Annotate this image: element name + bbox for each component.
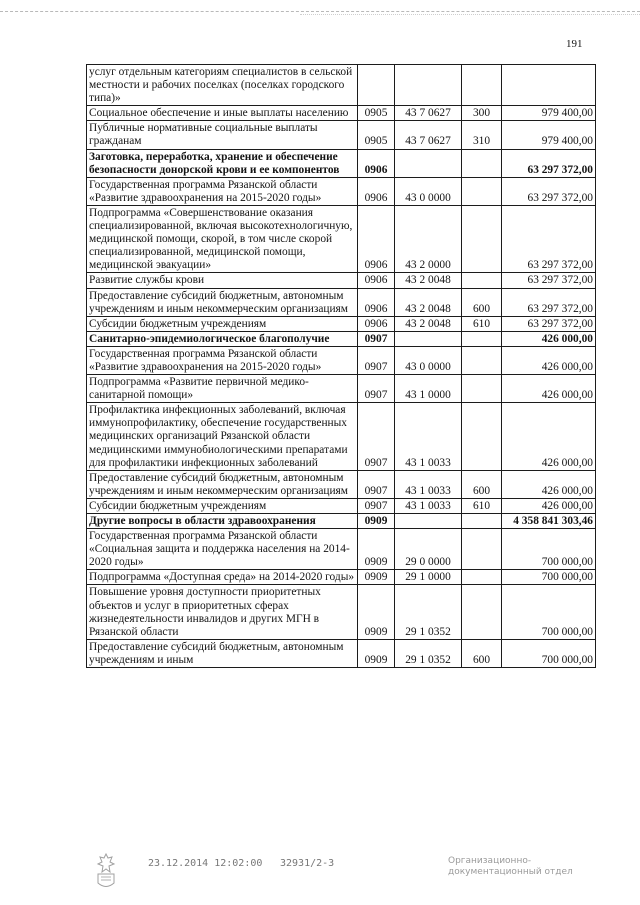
amount: 63 297 372,00 <box>502 177 596 205</box>
table-row <box>87 570 596 585</box>
table-row <box>87 498 596 513</box>
section-code: 0909 <box>358 639 395 667</box>
row-name: Подпрограмма «Развитие первичной медико-санитарной помощи» <box>87 375 358 403</box>
table-row <box>87 403 596 470</box>
expense-type-code: 600 <box>462 470 502 498</box>
section-code: 0905 <box>358 121 395 149</box>
department-stamp <box>448 856 573 878</box>
table-row <box>87 121 596 149</box>
scan-top-edge-dots <box>300 14 640 15</box>
amount: 700 000,00 <box>502 570 596 585</box>
section-code: 0907 <box>358 346 395 374</box>
section-code: 0906 <box>358 205 395 272</box>
target-article-code: 43 0 0000 <box>395 177 462 205</box>
amount: 700 000,00 <box>502 585 596 639</box>
expense-type-code <box>462 585 502 639</box>
section-code: 0909 <box>358 514 395 529</box>
table-row <box>87 205 596 272</box>
expense-type-code <box>462 273 502 288</box>
table-row <box>87 585 596 639</box>
table-row <box>87 639 596 667</box>
row-name: Подпрограмма «Доступная среда» на 2014-2020 годы» <box>87 570 358 585</box>
expense-type-code <box>462 177 502 205</box>
section-code: 0906 <box>358 288 395 316</box>
row-name: Государственная программа Рязанской области «Развитие здравоохранения на 2015-2020 годы» <box>87 177 358 205</box>
page-footer <box>0 852 640 902</box>
amount: 63 297 372,00 <box>502 288 596 316</box>
target-article-code: 43 1 0033 <box>395 470 462 498</box>
section-code: 0905 <box>358 106 395 121</box>
target-article-code: 29 0 0000 <box>395 529 462 570</box>
row-name: Заготовка, переработка, хранение и обеспечение безопасности донорской крови и ее компонентов <box>87 149 358 177</box>
expense-type-code: 610 <box>462 498 502 513</box>
section-code: 0907 <box>358 375 395 403</box>
expense-type-code: 300 <box>462 106 502 121</box>
registration-number: 32931/2-3 <box>280 858 335 869</box>
amount: 426 000,00 <box>502 346 596 374</box>
row-name: услуг отдельным категориям специалистов в сельской местности и рабочих поселках (поселках городского типа)» <box>87 65 358 106</box>
row-name: Публичные нормативные социальные выплаты гражданам <box>87 121 358 149</box>
expense-type-code <box>462 529 502 570</box>
department-line-1: Организационно- <box>448 856 532 866</box>
table-row <box>87 346 596 374</box>
target-article-code: 43 2 0048 <box>395 288 462 316</box>
row-name: Предоставление субсидий бюджетным, автономным учреждениям и иным <box>87 639 358 667</box>
coat-of-arms-icon <box>92 852 120 892</box>
amount: 63 297 372,00 <box>502 273 596 288</box>
expense-type-code <box>462 205 502 272</box>
table-row <box>87 177 596 205</box>
target-article-code <box>395 149 462 177</box>
page-number: 191 <box>566 38 583 50</box>
registration-datetime: 23.12.2014 12:02:00 <box>148 858 263 869</box>
scan-top-edge <box>0 11 640 12</box>
section-code: 0906 <box>358 177 395 205</box>
expense-type-code: 610 <box>462 316 502 331</box>
table-row <box>87 273 596 288</box>
target-article-code <box>395 65 462 106</box>
target-article-code: 29 1 0352 <box>395 639 462 667</box>
row-name: Развитие службы крови <box>87 273 358 288</box>
table-row <box>87 65 596 106</box>
amount: 426 000,00 <box>502 470 596 498</box>
target-article-code <box>395 331 462 346</box>
expense-type-code <box>462 375 502 403</box>
target-article-code: 43 1 0033 <box>395 498 462 513</box>
table-row <box>87 514 596 529</box>
amount <box>502 65 596 106</box>
table-row <box>87 288 596 316</box>
expense-type-code <box>462 149 502 177</box>
target-article-code <box>395 514 462 529</box>
section-code <box>358 65 395 106</box>
target-article-code: 43 2 0048 <box>395 273 462 288</box>
expense-type-code <box>462 514 502 529</box>
table-row <box>87 375 596 403</box>
department-line-2: документационный отдел <box>448 867 573 877</box>
budget-table-body <box>87 65 596 668</box>
section-code: 0907 <box>358 498 395 513</box>
expense-type-code <box>462 331 502 346</box>
section-code: 0909 <box>358 570 395 585</box>
table-row <box>87 149 596 177</box>
amount: 4 358 841 303,46 <box>502 514 596 529</box>
row-name: Государственная программа Рязанской области «Социальная защита и поддержка населения на 2014-2020 годы» <box>87 529 358 570</box>
target-article-code: 43 2 0000 <box>395 205 462 272</box>
expense-type-code: 310 <box>462 121 502 149</box>
target-article-code: 43 2 0048 <box>395 316 462 331</box>
target-article-code: 43 0 0000 <box>395 346 462 374</box>
amount: 700 000,00 <box>502 529 596 570</box>
target-article-code: 43 1 0000 <box>395 375 462 403</box>
row-name: Санитарно-эпидемиологическое благополучие <box>87 331 358 346</box>
expense-type-code <box>462 346 502 374</box>
budget-table <box>86 64 596 668</box>
amount: 63 297 372,00 <box>502 149 596 177</box>
amount: 979 400,00 <box>502 121 596 149</box>
table-row <box>87 316 596 331</box>
amount: 700 000,00 <box>502 639 596 667</box>
target-article-code: 43 7 0627 <box>395 106 462 121</box>
target-article-code: 29 1 0000 <box>395 570 462 585</box>
amount: 426 000,00 <box>502 403 596 470</box>
row-name: Субсидии бюджетным учреждениям <box>87 316 358 331</box>
table-row <box>87 529 596 570</box>
table-row <box>87 106 596 121</box>
amount: 979 400,00 <box>502 106 596 121</box>
section-code: 0906 <box>358 316 395 331</box>
amount: 63 297 372,00 <box>502 316 596 331</box>
expense-type-code <box>462 65 502 106</box>
row-name: Субсидии бюджетным учреждениям <box>87 498 358 513</box>
expense-type-code: 600 <box>462 288 502 316</box>
amount: 426 000,00 <box>502 498 596 513</box>
section-code: 0907 <box>358 331 395 346</box>
row-name: Профилактика инфекционных заболеваний, включая иммунопрофилактику, обеспечение государственных медицинских организаций Рязанской области медицинскими иммунобиологическими препаратами для профилактики инфекционных заболеваний <box>87 403 358 470</box>
amount: 426 000,00 <box>502 375 596 403</box>
section-code: 0907 <box>358 403 395 470</box>
row-name: Социальное обеспечение и иные выплаты населению <box>87 106 358 121</box>
table-row <box>87 470 596 498</box>
section-code: 0906 <box>358 149 395 177</box>
row-name: Повышение уровня доступности приоритетных объектов и услуг в приоритетных сферах жизнедеятельности инвалидов и других МГН в Рязанской области <box>87 585 358 639</box>
row-name: Другие вопросы в области здравоохранения <box>87 514 358 529</box>
section-code: 0906 <box>358 273 395 288</box>
row-name: Предоставление субсидий бюджетным, автономным учреждениям и иным некоммерческим организациям <box>87 288 358 316</box>
target-article-code: 43 1 0033 <box>395 403 462 470</box>
row-name: Предоставление субсидий бюджетным, автономным учреждениям и иным некоммерческим организациям <box>87 470 358 498</box>
row-name: Подпрограмма «Совершенствование оказания специализированной, включая высокотехнологичную, медицинской помощи, скорой, в том числе скорой специализированной, медицинской помощи, медицинской эвакуации» <box>87 205 358 272</box>
target-article-code: 43 7 0627 <box>395 121 462 149</box>
section-code: 0907 <box>358 470 395 498</box>
target-article-code: 29 1 0352 <box>395 585 462 639</box>
expense-type-code <box>462 403 502 470</box>
section-code: 0909 <box>358 585 395 639</box>
expense-type-code: 600 <box>462 639 502 667</box>
amount: 63 297 372,00 <box>502 205 596 272</box>
amount: 426 000,00 <box>502 331 596 346</box>
table-row <box>87 331 596 346</box>
expense-type-code <box>462 570 502 585</box>
row-name: Государственная программа Рязанской области «Развитие здравоохранения на 2015-2020 годы» <box>87 346 358 374</box>
section-code: 0909 <box>358 529 395 570</box>
